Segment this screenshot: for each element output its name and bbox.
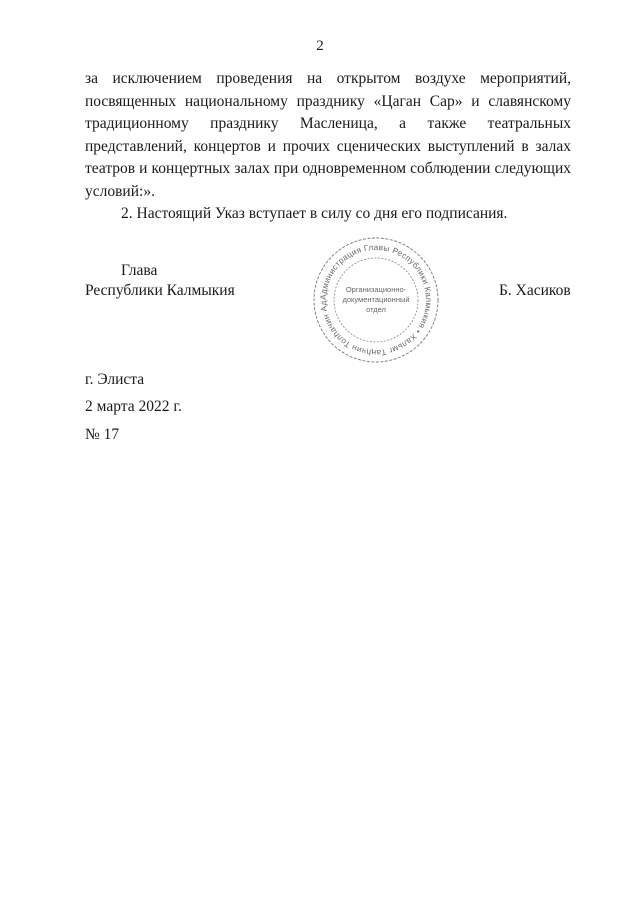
- decree-text: [85, 68, 571, 226]
- issue-place: г. Элиста: [85, 371, 145, 388]
- stamp-ring-text: Администрация Главы Республики Калмыкия • Хальмг Таңһчин Толһачин Ад: [318, 242, 434, 358]
- stamp-center-line3: отдел: [366, 305, 386, 314]
- paragraph-continuation: за исключением проведения на открытом воздухе мероприятий, посвященных национальному празднику «Цаган Сар» и славянскому традиционному празднику Масленица, а также театральных представлений, концертов и прочих сценических выступлений в залах театров и концертных залах при одновременном соблюдении следующих условий:».: [85, 70, 571, 200]
- page-number: 2: [316, 38, 324, 54]
- issue-date: 2 марта 2022 г.: [85, 398, 182, 415]
- decree-number: № 17: [85, 426, 120, 443]
- signatory-title-line2: Республики Калмыкия: [85, 282, 235, 299]
- signatory-name: Б. Хасиков: [499, 282, 571, 299]
- stamp-seal-icon: [310, 234, 442, 366]
- official-stamp: [310, 234, 442, 366]
- stamp-center-line1: Организационно-: [345, 285, 407, 294]
- paragraph-effective-date: 2. Настоящий Указ вступает в силу со дня его подписания.: [121, 205, 508, 222]
- stamp-center-line2: документационный: [342, 295, 410, 304]
- signatory-title-line1: Глава: [121, 262, 158, 279]
